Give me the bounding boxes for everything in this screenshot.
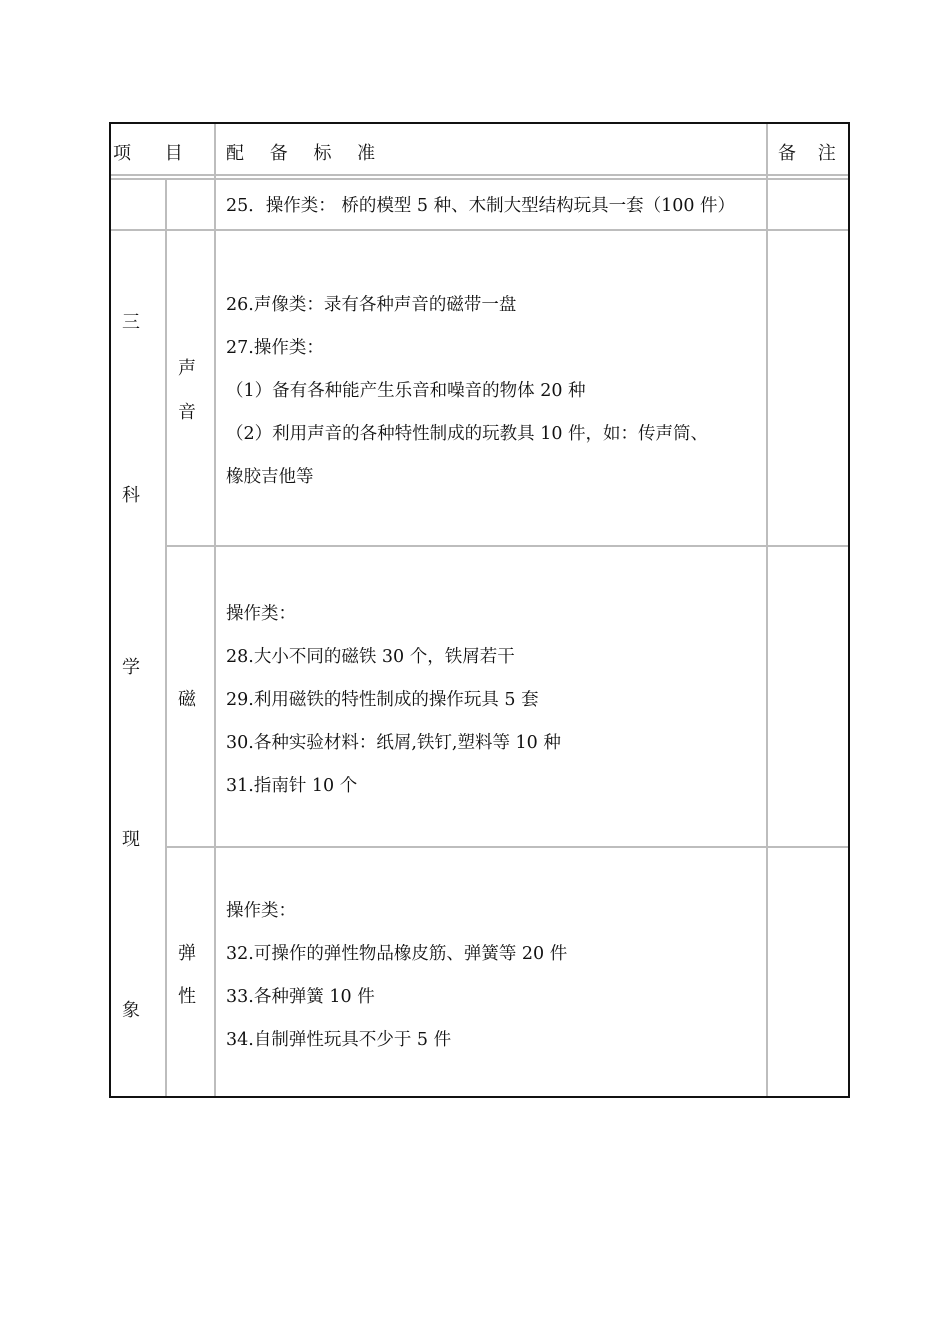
col-divider-sub — [165, 178, 167, 1096]
row-divider-25 — [111, 229, 848, 231]
sound-line: （1）备有各种能产生乐音和噪音的物体 20 种 — [226, 381, 586, 401]
category-char: 象 — [122, 1000, 140, 1021]
header-item: 项 目 — [113, 143, 197, 164]
magnet-line: 30.各种实验材料：纸屑,铁钉,塑料等 10 种 — [226, 733, 561, 753]
row-divider-header — [111, 174, 848, 176]
sub-category-elasticity: 弹 — [178, 943, 196, 964]
elasticity-line: 32.可操作的弹性物品橡皮筋、弹簧等 20 件 — [226, 944, 568, 964]
magnet-line: 31.指南针 10 个 — [226, 776, 358, 796]
elasticity-line: 34.自制弹性玩具不少于 5 件 — [226, 1030, 452, 1050]
sound-line: 26.声像类：录有各种声音的磁带一盘 — [226, 295, 517, 315]
col-divider-remark — [766, 124, 768, 1096]
magnet-line: 操作类： — [226, 604, 296, 624]
row-divider-header-2 — [111, 178, 848, 180]
col-divider-item — [214, 124, 216, 1096]
row-divider-sound — [165, 545, 848, 547]
elasticity-line: 33.各种弹簧 10 件 — [226, 987, 375, 1007]
header-standard: 配 备 标 准 — [226, 143, 386, 164]
category-char: 三 — [122, 312, 140, 333]
row-divider-magnet — [165, 846, 848, 848]
magnet-line: 29.利用磁铁的特性制成的操作玩具 5 套 — [226, 690, 539, 710]
sub-category-magnet: 磁 — [178, 689, 196, 710]
sub-category-sound: 音 — [178, 402, 196, 423]
sound-line: 橡胶吉他等 — [226, 467, 314, 487]
category-char: 学 — [122, 657, 140, 678]
category-char: 科 — [122, 485, 140, 506]
sound-line: 27.操作类： — [226, 338, 324, 358]
sub-category-sound: 声 — [178, 358, 196, 379]
elasticity-line: 操作类： — [226, 901, 296, 921]
magnet-line: 28.大小不同的磁铁 30 个，铁屑若干 — [226, 647, 515, 667]
header-remark: 备 注 — [778, 143, 844, 164]
category-char: 现 — [122, 829, 140, 850]
sound-line: （2）利用声音的各种特性制成的玩教具 10 件，如：传声筒、 — [226, 424, 709, 444]
row-25-text: 25．操作类： 桥的模型 5 种、木制大型结构玩具一套（100 件） — [226, 196, 736, 216]
sub-category-elasticity: 性 — [178, 986, 196, 1007]
